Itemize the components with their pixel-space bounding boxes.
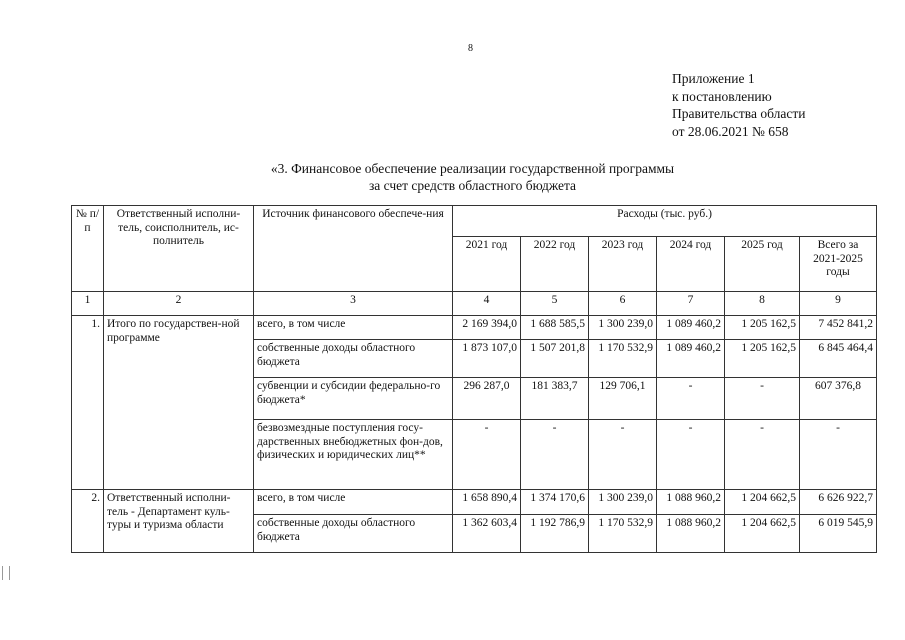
scan-margin-mark bbox=[2, 566, 10, 580]
table-row bbox=[72, 316, 877, 340]
column-number: 1 bbox=[72, 292, 104, 316]
column-number: 5 bbox=[521, 292, 589, 316]
cell-value: 1 192 786,9 bbox=[521, 515, 589, 553]
title-line: «3. Финансовое обеспечение реализации государственной программы bbox=[270, 161, 675, 176]
header-num: № п/п bbox=[72, 206, 104, 292]
section-title bbox=[0, 160, 905, 194]
row-responsible: Ответственный исполни-тель - Департамент куль-туры и туризма области bbox=[104, 490, 254, 553]
row-source: собственные доходы областного бюджета bbox=[254, 515, 453, 553]
cell-value: 1 088 960,2 bbox=[657, 490, 725, 515]
row-source: всего, в том числе bbox=[254, 490, 453, 515]
cell-value: 1 205 162,5 bbox=[725, 340, 800, 378]
column-number: 9 bbox=[800, 292, 877, 316]
title-line: за счет средств областного бюджета bbox=[368, 178, 577, 193]
header-year: 2022 год bbox=[521, 237, 589, 292]
cell-value: 1 507 201,8 bbox=[521, 340, 589, 378]
cell-value: 1 688 585,5 bbox=[521, 316, 589, 340]
cell-value: - bbox=[725, 420, 800, 490]
column-number: 4 bbox=[453, 292, 521, 316]
column-number: 3 bbox=[254, 292, 453, 316]
cell-value: 6 019 545,9 bbox=[800, 515, 877, 553]
cell-value: - bbox=[800, 420, 877, 490]
cell-value: 296 287,0 bbox=[453, 378, 521, 420]
cell-value: 1 204 662,5 bbox=[725, 490, 800, 515]
header-source: Источник финансового обеспече-ния bbox=[254, 206, 453, 292]
appendix-line: к постановлению bbox=[672, 88, 772, 104]
cell-value: 2 169 394,0 bbox=[453, 316, 521, 340]
appendix-line: Приложение 1 bbox=[672, 71, 755, 86]
cell-value: 1 205 162,5 bbox=[725, 316, 800, 340]
cell-value: 6 626 922,7 bbox=[800, 490, 877, 515]
appendix-line: от 28.06.2021 № 658 bbox=[672, 123, 789, 139]
cell-value: 6 845 464,4 bbox=[800, 340, 877, 378]
cell-value: 1 300 239,0 bbox=[589, 316, 657, 340]
cell-value: - bbox=[453, 420, 521, 490]
cell-value: 1 170 532,9 bbox=[589, 515, 657, 553]
header-year: 2024 год bbox=[657, 237, 725, 292]
cell-value: - bbox=[657, 420, 725, 490]
cell-value: - bbox=[725, 378, 800, 420]
header-expenses: Расходы (тыс. руб.) bbox=[453, 206, 877, 237]
page-number: 8 bbox=[468, 43, 473, 54]
row-source: собственные доходы областного бюджета bbox=[254, 340, 453, 378]
cell-value: 1 088 960,2 bbox=[657, 515, 725, 553]
row-number: 1. bbox=[72, 316, 104, 490]
row-source: субвенции и субсидии федерально-го бюджета* bbox=[254, 378, 453, 420]
header-year: 2023 год bbox=[589, 237, 657, 292]
cell-value: 181 383,7 bbox=[521, 378, 589, 420]
appendix-line: Правительства области bbox=[672, 106, 806, 121]
cell-value: 1 362 603,4 bbox=[453, 515, 521, 553]
cell-value: 1 658 890,4 bbox=[453, 490, 521, 515]
cell-value: - bbox=[589, 420, 657, 490]
cell-value: 1 204 662,5 bbox=[725, 515, 800, 553]
cell-value: 1 374 170,6 bbox=[521, 490, 589, 515]
financing-table bbox=[71, 205, 877, 553]
header-responsible: Ответственный исполни-тель, соисполнитель, ис-полнитель bbox=[104, 206, 254, 292]
table-row bbox=[72, 490, 877, 515]
row-responsible: Итого по государствен-ной программе bbox=[104, 316, 254, 490]
cell-value: 7 452 841,2 bbox=[800, 316, 877, 340]
header-total: Всего за 2021-2025 годы bbox=[800, 237, 877, 292]
header-year: 2025 год bbox=[725, 237, 800, 292]
cell-value: 607 376,8 bbox=[800, 378, 877, 420]
row-source: безвозмездные поступления госу-дарственных внебюджетных фон-дов, физических и юридических лиц** bbox=[254, 420, 453, 490]
cell-value: 129 706,1 bbox=[589, 378, 657, 420]
row-source: всего, в том числе bbox=[254, 316, 453, 340]
cell-value: 1 089 460,2 bbox=[657, 316, 725, 340]
cell-value: - bbox=[521, 420, 589, 490]
column-number: 7 bbox=[657, 292, 725, 316]
cell-value: - bbox=[657, 378, 725, 420]
column-number: 8 bbox=[725, 292, 800, 316]
header-year: 2021 год bbox=[453, 237, 521, 292]
row-number: 2. bbox=[72, 490, 104, 553]
cell-value: 1 300 239,0 bbox=[589, 490, 657, 515]
appendix-header bbox=[672, 70, 805, 140]
cell-value: 1 089 460,2 bbox=[657, 340, 725, 378]
cell-value: 1 873 107,0 bbox=[453, 340, 521, 378]
column-number: 6 bbox=[589, 292, 657, 316]
column-number: 2 bbox=[104, 292, 254, 316]
cell-value: 1 170 532,9 bbox=[589, 340, 657, 378]
